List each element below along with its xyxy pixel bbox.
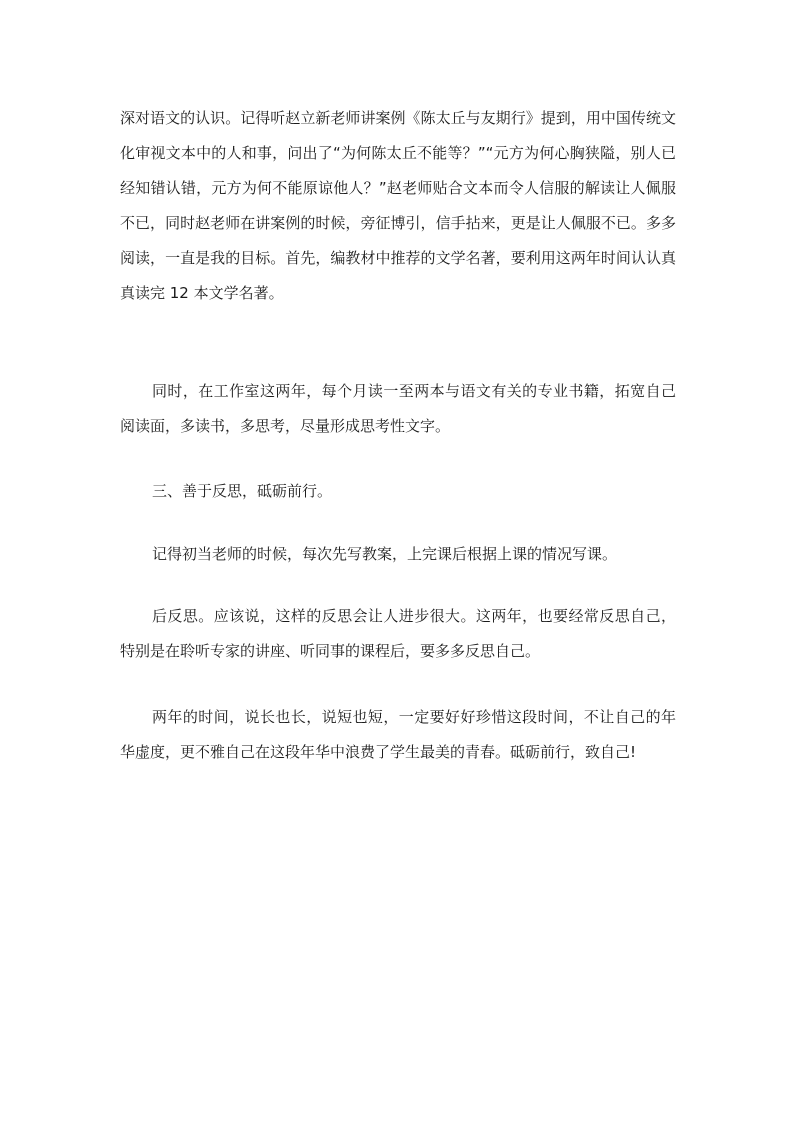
paragraph-reflection: 后反思。应该说，这样的反思会让人进步很大。这两年，也要经常反思自己，特别是在聆听专家的讲座、听同事的课程后，要多多反思自己。	[120, 607, 676, 660]
paragraph-conclusion: 两年的时间，说长也长，说短也短，一定要好好珍惜这段时间，不让自己的年华虚度，更不雅自己在这段年华中浪费了学生最美的青春。砥砺前行，致自己!	[120, 708, 676, 761]
paragraph-reading-continued: 深对语文的认识。记得听赵立新老师讲案例《陈太丘与友期行》提到，用中国传统文化审视文本中的人和事，问出了“为何陈太丘不能等？”“元方为何心胸狭隘，别人已经知错认错，元方为何不能原谅他人？”赵老师贴合文本而令人信服的解读让人佩服不已，同时赵老师在讲案例的时候，旁征博引，信手拈来，更是让人佩服不已。多多阅读，一直是我的目标。首先，编教材中推荐的文学名著，要利用这两年时间认认真真读完 12 本文学名著。	[120, 109, 676, 302]
section-heading-reflection: 三、善于反思，砥砺前行。	[152, 482, 333, 500]
paragraph-early-teaching: 记得初当老师的时候，每次先写教案，上完课后根据上课的情况写课。	[152, 545, 618, 563]
paragraph-professional-books: 同时，在工作室这两年，每个月读一至两本与语文有关的专业书籍，拓宽自己阅读面，多读书，多思考，尽量形成思考性文字。	[120, 382, 676, 435]
